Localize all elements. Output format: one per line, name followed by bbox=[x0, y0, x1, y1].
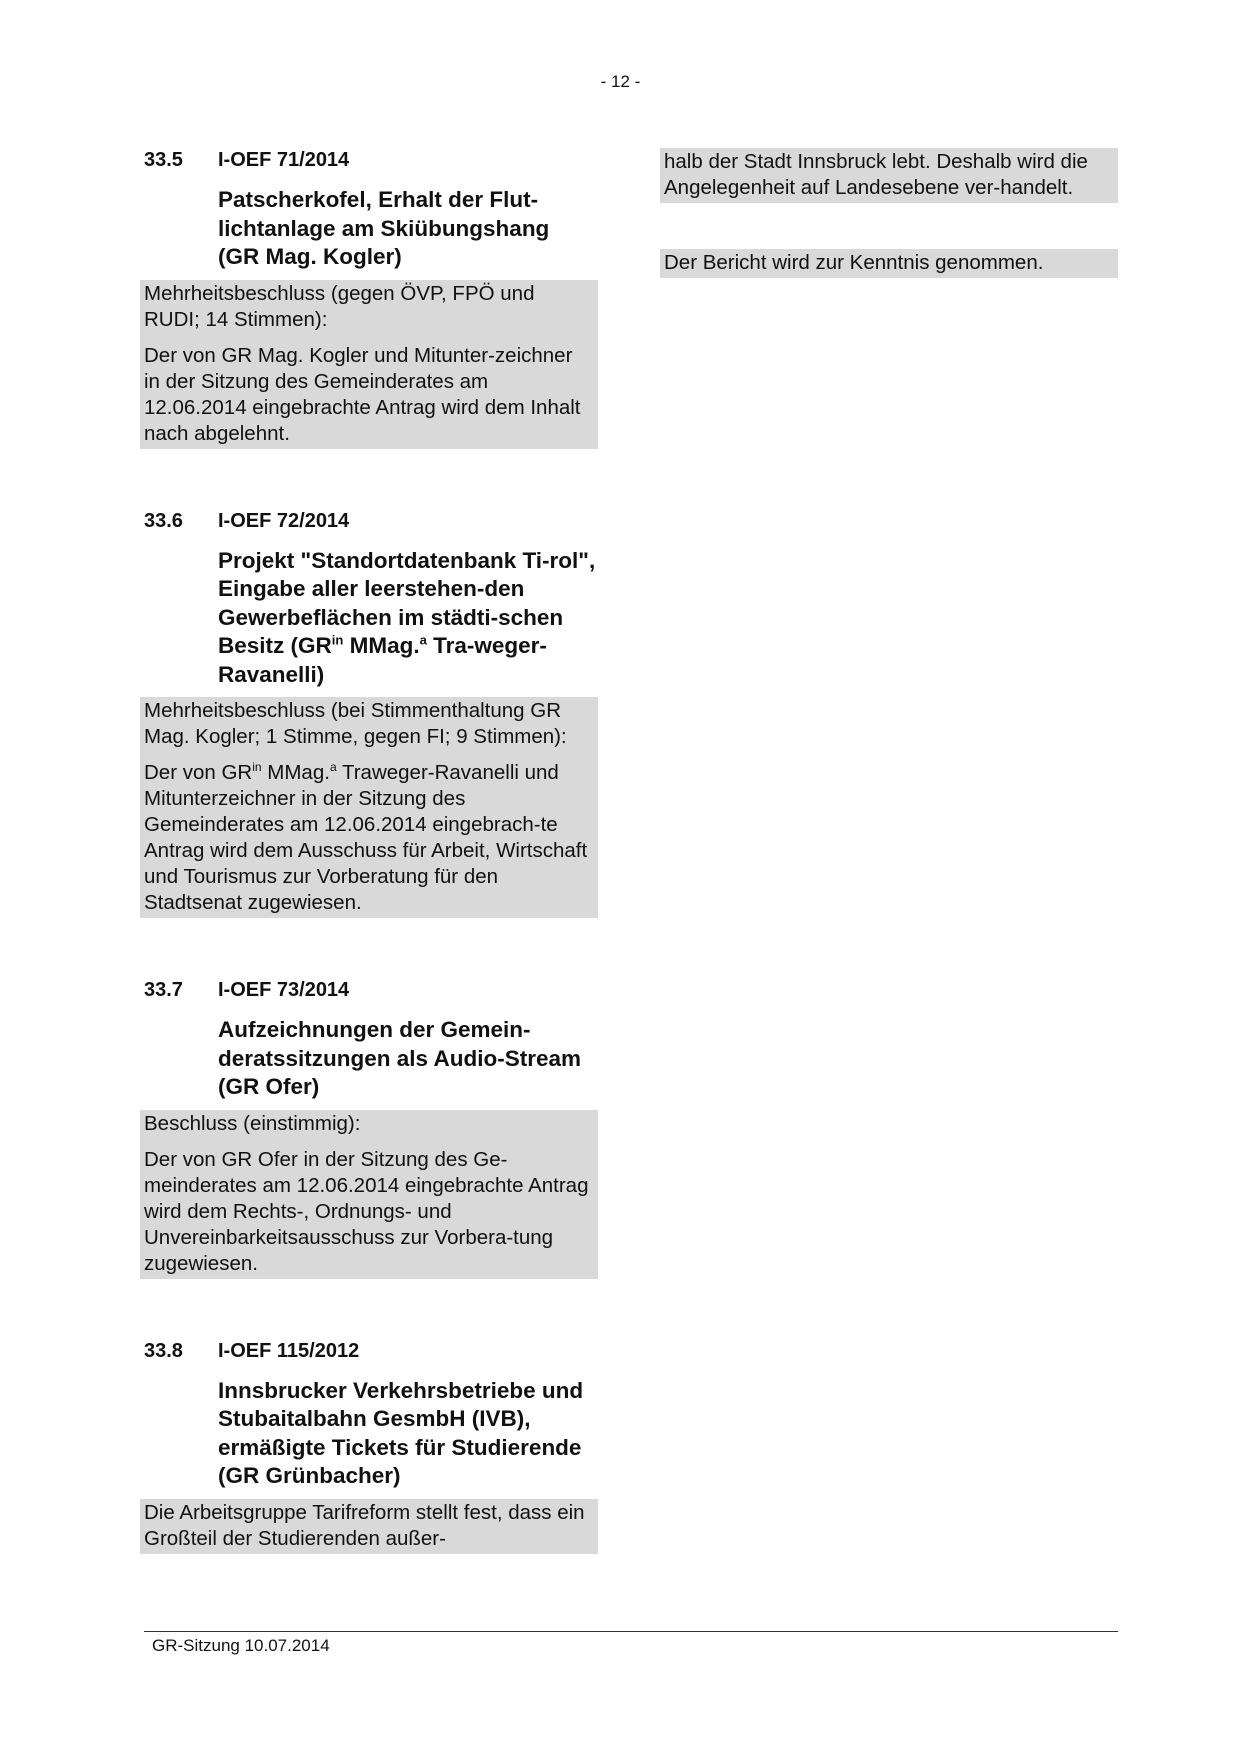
agenda-item-33-7 bbox=[144, 978, 598, 1279]
item-title bbox=[218, 547, 598, 690]
right-column bbox=[664, 148, 1118, 324]
resolution-text-a: Der von GR bbox=[144, 761, 253, 784]
continuation-box: halb der Stadt Innsbruck lebt. Deshalb wird die Angelegenheit auf Landesebene ver-handelt. bbox=[660, 148, 1118, 203]
footer-divider bbox=[144, 1631, 1118, 1632]
item-number: 33.6 bbox=[144, 509, 183, 532]
item-number: 33.7 bbox=[144, 979, 183, 1001]
item-title-text: Aufzeichnungen der Gemein-deratssitzungen als Audio-Stream (GR Ofer) bbox=[218, 1017, 581, 1099]
item-number: 33.8 bbox=[144, 1339, 183, 1362]
resolution-text-c: Traweger-Ravanelli und Mitunterzeichner in der Sitzung des Gemeinderates am 12.06.2014 eingebrach-te Antrag wird dem Ausschuss für Arbeit, Wirtschaft und Tourismus zur Vorberatung für den Stadtsenat zugewiesen. bbox=[144, 761, 588, 914]
resolution-text bbox=[144, 760, 594, 916]
item-title-text-c: Tra-weger-Ravanelli) bbox=[218, 633, 547, 687]
item-heading bbox=[144, 148, 598, 172]
item-heading bbox=[144, 978, 598, 1002]
decision-box bbox=[140, 697, 598, 918]
decision-box bbox=[140, 1110, 598, 1279]
item-reference: I-OEF 71/2014 bbox=[218, 149, 350, 171]
item-reference: I-OEF 72/2014 bbox=[218, 509, 350, 532]
item-title-text: Patscherkofel, Erhalt der Flut- lichtanlage am Skiübungshang (GR Mag. Kogler) bbox=[218, 187, 550, 269]
item-number: 33.5 bbox=[144, 149, 183, 171]
item-title-text-b: MMag. bbox=[343, 633, 420, 658]
resolution-text: Der von GR Ofer in der Sitzung des Ge-meinderates am 12.06.2014 eingebrachte Antrag wird dem Rechts-, Ordnungs- und Unvereinbarkeitsausschuss zur Vorbera-tung zugewiesen. bbox=[144, 1147, 589, 1275]
superscript-in: in bbox=[331, 632, 344, 648]
item-title-text-a: Projekt "Standortdatenbank Ti-rol", Eingabe aller leerstehen-den Gewerbeflächen im städti-schen Besitz (GR bbox=[218, 547, 596, 658]
agenda-item-33-6 bbox=[144, 509, 598, 919]
item-title bbox=[218, 1016, 598, 1102]
left-column bbox=[144, 148, 598, 1554]
report-note-box: Der Bericht wird zur Kenntnis genommen. bbox=[660, 249, 1118, 278]
decision-box bbox=[140, 280, 598, 449]
agenda-item-33-8 bbox=[144, 1339, 598, 1554]
footer-text: GR-Sitzung 10.07.2014 bbox=[152, 1636, 330, 1655]
item-heading bbox=[144, 1339, 598, 1363]
resolution-text-b: MMag. bbox=[261, 761, 330, 784]
resolution-text: Der von GR Mag. Kogler und Mitunter-zeichner in der Sitzung des Gemeinderates am 12.06.2014 eingebrachte Antrag wird dem Inhalt nach abgelehnt. bbox=[144, 343, 581, 445]
item-title bbox=[218, 1377, 598, 1491]
item-heading bbox=[144, 509, 598, 533]
item-title bbox=[218, 186, 598, 272]
decision-text: Mehrheitsbeschluss (gegen ÖVP, FPÖ und RUDI; 14 Stimmen): bbox=[144, 281, 535, 331]
resolution-text: Die Arbeitsgruppe Tarifreform stellt fest, dass ein Großteil der Studierenden außer- bbox=[144, 1500, 585, 1550]
superscript-a: a bbox=[329, 760, 337, 775]
superscript-a: a bbox=[419, 632, 427, 648]
page-number: - 12 - bbox=[600, 72, 641, 91]
decision-text: Mehrheitsbeschluss (bei Stimmenthaltung GR Mag. Kogler; 1 Stimme, gegen FI; 9 Stimmen): bbox=[144, 699, 567, 748]
decision-text: Beschluss (einstimmig): bbox=[144, 1111, 361, 1135]
item-reference: I-OEF 115/2012 bbox=[218, 1339, 360, 1362]
item-reference: I-OEF 73/2014 bbox=[218, 979, 350, 1001]
superscript-in: in bbox=[252, 760, 262, 775]
agenda-item-33-5 bbox=[144, 148, 598, 449]
decision-box bbox=[140, 1499, 598, 1554]
item-title-author: (GR Grünbacher) bbox=[218, 1463, 401, 1488]
item-title-text: Innsbrucker Verkehrsbetriebe und Stubaitalbahn GesmbH (IVB), ermäßigte Tickets für Studierende bbox=[218, 1377, 584, 1460]
